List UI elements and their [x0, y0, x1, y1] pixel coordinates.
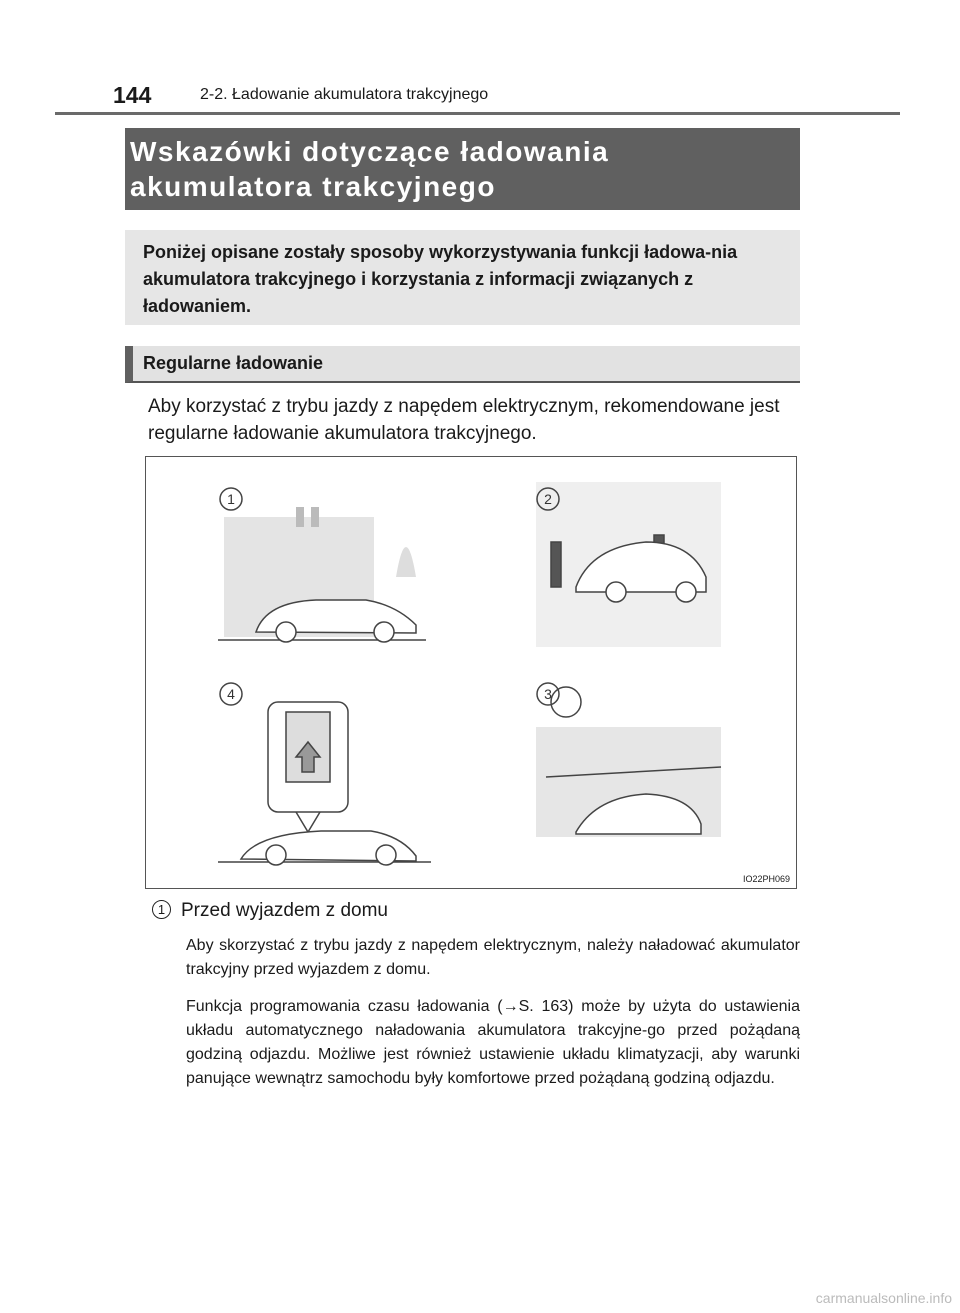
figure-code: IO22PH069 [742, 874, 790, 884]
item-1-heading [152, 900, 388, 922]
charging-illustration [145, 456, 797, 889]
page-number: 144 [113, 82, 152, 108]
page-title: Wskazówki dotyczące ładowania akumulatora trakcyjnego [125, 128, 800, 210]
item-1-paragraph-1: Aby skorzystać z trybu jazdy z napędem elektrycznym, należy naładować akumulator trakcyjny przed wyjazdem z domu. [186, 937, 800, 978]
intro-paragraph: Aby korzystać z trybu jazdy z napędem elektrycznym, rekomendowane jest regularne ładowanie akumulatora trakcyjnego. [148, 396, 780, 444]
intro-box: Poniżej opisane zostały sposoby wykorzystywania funkcji ładowa-nia akumulatora trakcyjnego i korzystania z informacji związanych z ładowaniem. [125, 230, 800, 325]
watermark: carmanualsonline.info [815, 1290, 952, 1306]
item-number-badge: 1 [152, 900, 171, 919]
figure-label-3: 3 [544, 686, 552, 702]
section-heading: Regularne ładowanie [125, 346, 800, 383]
section-header: 2-2. Ładowanie akumulatora trakcyjnego [200, 86, 489, 103]
figure-label-2: 2 [544, 491, 552, 507]
figure-label-4: 4 [227, 686, 235, 702]
figure-label-1: 1 [227, 491, 235, 507]
item-title: Przed wyjazdem z domu [181, 900, 388, 921]
header-rule [55, 112, 900, 115]
item-1-paragraph-2: Funkcja programowania czasu ładowania (→S. 163) może by użyta do ustawienia układu automatycznego naładowania akumulatora trakcyjne-go przed pożądaną godziną odjazdu. Możliwe jest również ustawienie układu klimatyzacji, aby warunki panujące wewnątrz samochodu były komfortowe przed pożądaną godziną odjazdu. [186, 998, 800, 1087]
